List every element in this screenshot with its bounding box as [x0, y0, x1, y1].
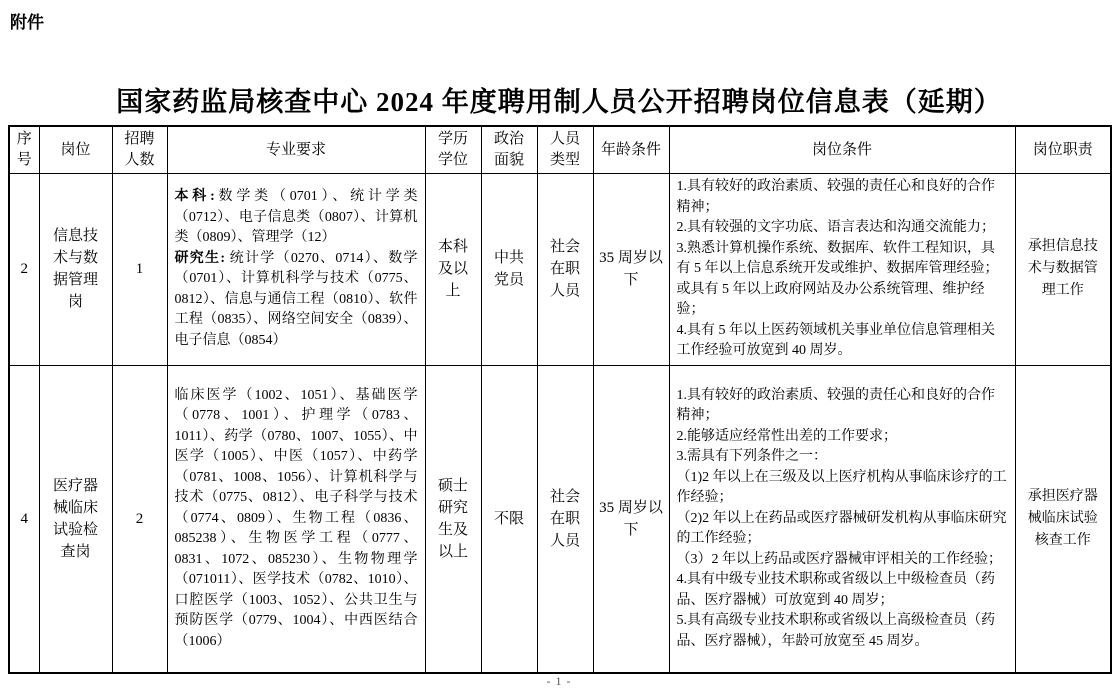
condition-line: 3.需具有下列条件之一：: [676, 449, 827, 464]
column-header-major: 专业要求: [167, 126, 425, 174]
cell-headcount: 1: [112, 174, 167, 366]
cell-age: 35 周岁以下: [593, 365, 669, 673]
column-header-conditions: 岗位条件: [669, 126, 1015, 174]
column-header-headcount: 招聘人数: [112, 126, 167, 174]
conditions-list: [677, 386, 1008, 653]
table-row: [9, 365, 1111, 673]
cell-age: 35 周岁以下: [593, 174, 669, 366]
condition-line: 2.能够适应经常性出差的工作要求；: [676, 428, 897, 444]
cell-political: 中共党员: [481, 174, 537, 366]
condition-line: （2)2 年以上在药品或医疗器械研发机构从事临床研究的工作经验；: [676, 510, 1007, 546]
major-postgrad-text: 统计学（0270、0714）、数学（0701）、计算机科学与技术（0775、0812）、信息与通信工程（0810）、软件工程（0835）、网络空间安全（0839）、电子信息（0854）: [174, 250, 418, 348]
condition-line: 1.具有较好的政治素质、较强的责任心和良好的合作精神；: [676, 387, 995, 423]
column-header-political: 政治面貌: [481, 126, 537, 174]
column-header-education: 学历学位: [425, 126, 481, 174]
cell-major-requirements: [167, 365, 425, 673]
cell-conditions: [669, 174, 1015, 366]
cell-duty: 承担医疗器械临床试验核查工作: [1015, 365, 1111, 673]
attachment-label: 附件: [10, 13, 44, 32]
cell-seq: 2: [9, 174, 39, 366]
cell-major-requirements: [167, 174, 425, 366]
cell-education: 硕士研究生及以上: [425, 365, 481, 673]
column-header-person-type: 人员类型: [537, 126, 593, 174]
cell-political: 不限: [481, 365, 537, 673]
condition-line: 4.具有中级专业技术职称或省级以上中级检查员（药品、医疗器械）可放宽到 40 周岁；: [676, 572, 995, 608]
page-title: 国家药监局核查中心 2024 年度聘用制人员公开招聘岗位信息表（延期）: [116, 87, 1002, 117]
condition-line: （3）2 年以上药品或医疗器械审评相关的工作经验；: [676, 551, 1002, 567]
cell-duty: 承担信息技术与数据管理工作: [1015, 174, 1111, 366]
cell-education: 本科及以上: [425, 174, 481, 366]
column-header-age: 年龄条件: [593, 126, 669, 174]
cell-seq: 4: [9, 365, 39, 673]
cell-person-type: 社会在职人员: [537, 174, 593, 366]
condition-line: 5.具有高级专业技术职称或省级以上高级检查员（药品、医疗器械），年龄可放宽至 45 周岁。: [676, 613, 995, 649]
cell-position: 信息技术与数据管理岗: [39, 174, 112, 366]
major-postgrad: [175, 249, 418, 352]
condition-line: 4.具有 5 年以上医药领域机关事业单位信息管理相关工作经验可放宽到 40 周岁。: [676, 322, 995, 358]
condition-line: 3.熟悉计算机操作系统、数据库、软件工程知识，具有 5 年以上信息系统开发或维护、数据库管理经验；或具有 5 年以上政府网站及办公系统管理、维护经验；: [676, 240, 999, 317]
column-header-position: 岗位: [39, 126, 112, 174]
column-header-seq: 序号: [9, 126, 39, 174]
major-undergrad: [175, 187, 418, 249]
condition-line: 2.具有较强的文字功底、语言表达和沟通交流能力；: [676, 220, 995, 235]
table-row: [9, 174, 1111, 366]
major-undergrad-text: 数学类（0701）、统计学类（0712）、电子信息类（0807）、计算机类（0809）、管理学（12）: [174, 189, 418, 246]
recruitment-table: [8, 125, 1112, 674]
cell-conditions: [669, 365, 1015, 673]
major-postgrad-label: 研究生:: [174, 250, 225, 266]
cell-person-type: 社会在职人员: [537, 365, 593, 673]
column-header-duty: 岗位职责: [1015, 126, 1111, 174]
major-text: 临床医学（1002、1051）、基础医学（0778、1001）、护理学（0783、1011）、药学（0780、1007、1055）、中医学（1005）、中医（1057）、中药学（0781、1008、1056）、计算机科学与技术（0775、0812）、电子科学与技术（0774、0809）、生物工程（0836、085238）、生物医学工程（0777、0831、1072、085230）、生物物理学（071011）、医学技术（0782、1010）、口腔医学（1003、1052）、公共卫生与预防医学（0779、1004）、中西医结合（1006）: [174, 387, 418, 649]
condition-line: 1.具有较好的政治素质、较强的责任心和良好的合作精神；: [676, 179, 995, 215]
conditions-list: [677, 177, 1008, 362]
header-row: [9, 126, 1111, 174]
cell-position: 医疗器械临床试验检查岗: [39, 365, 112, 673]
major-undergrad-label: 本科:: [174, 189, 215, 205]
page-number: - 1 -: [546, 674, 572, 688]
condition-line: （1)2 年以上在三级及以上医疗机构从事临床诊疗的工作经验；: [676, 469, 1007, 505]
cell-headcount: 2: [112, 365, 167, 673]
